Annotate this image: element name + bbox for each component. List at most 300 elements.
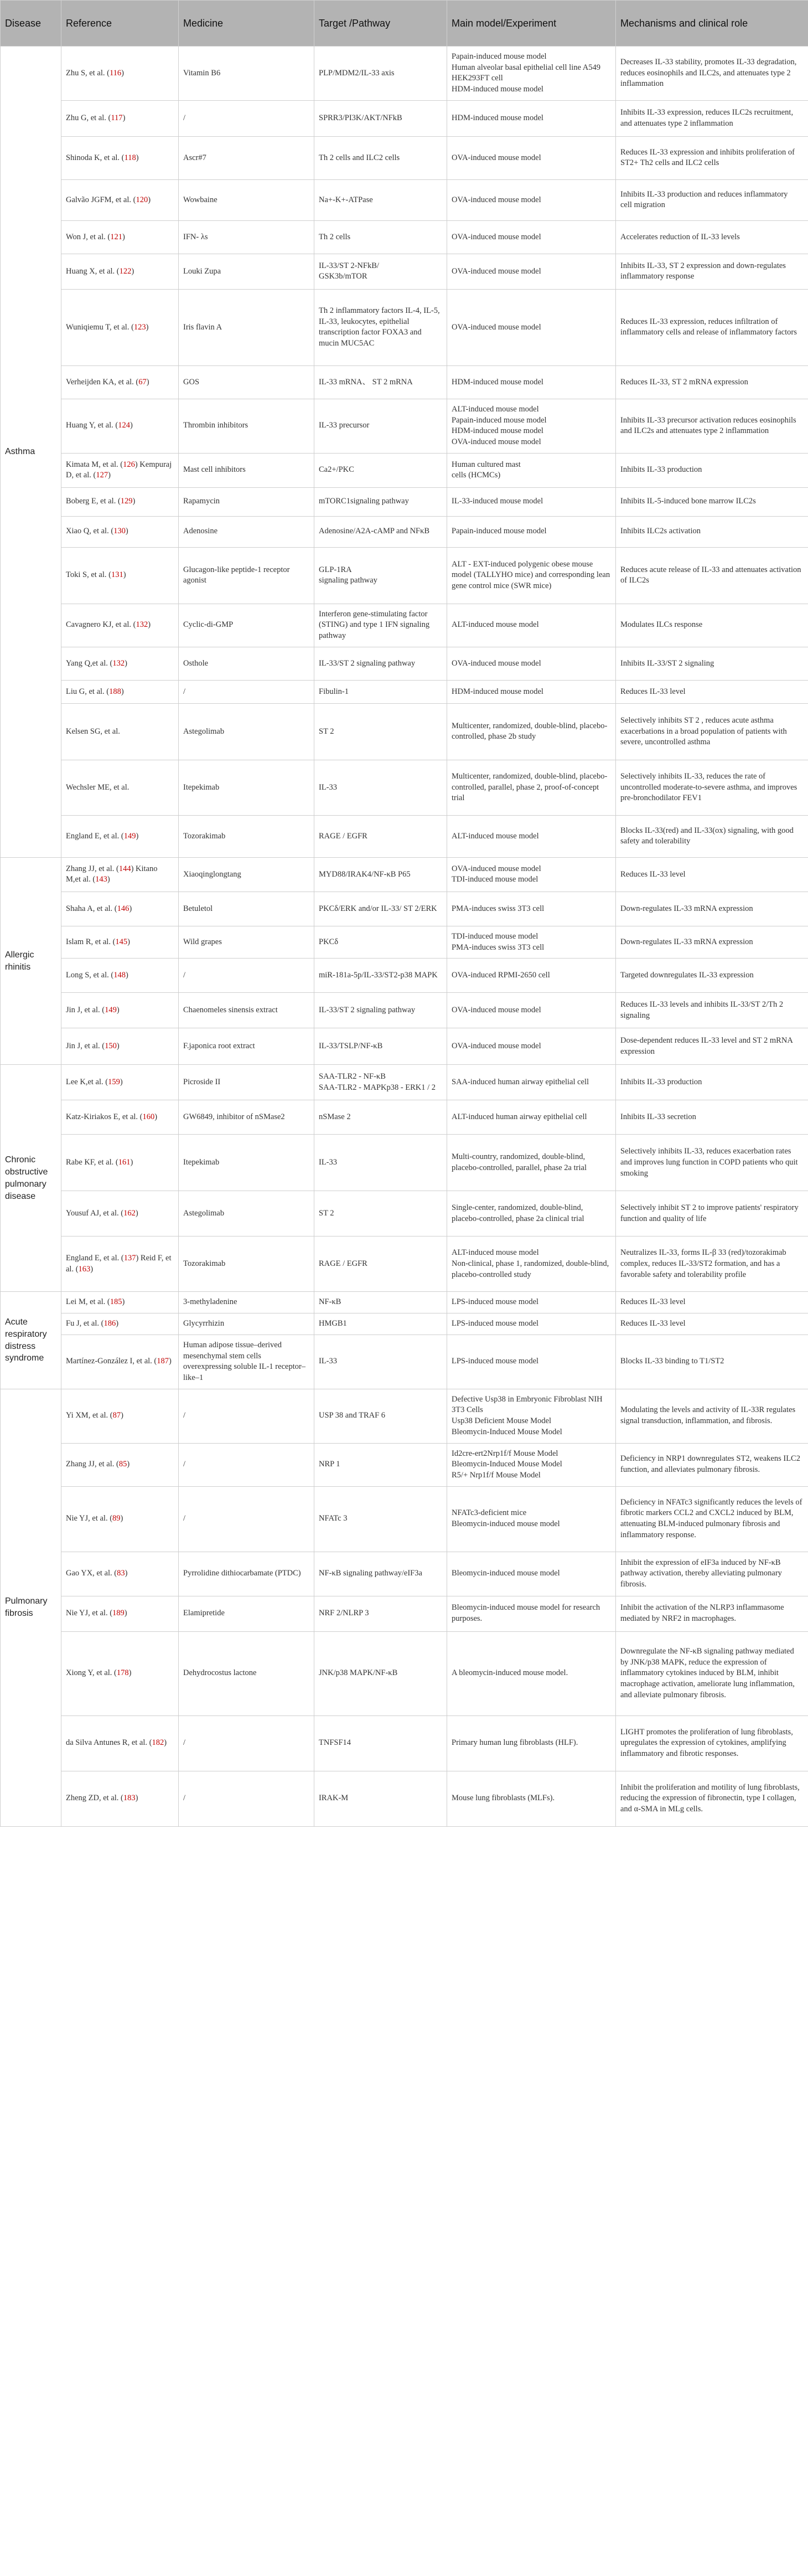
target-cell: ST 2 bbox=[314, 1191, 447, 1237]
reference-text: ) bbox=[132, 497, 136, 506]
reference-text: ) bbox=[146, 377, 149, 387]
mechanism-cell: Blocks IL-33 binding to T1/ST2 bbox=[616, 1335, 808, 1389]
table-row bbox=[1, 892, 808, 926]
reference-cell bbox=[61, 1100, 179, 1135]
citation-link[interactable]: 183 bbox=[123, 1794, 136, 1803]
target-cell: IL-33 bbox=[314, 1135, 447, 1191]
reference-cell bbox=[61, 1552, 179, 1596]
reference-text: ) bbox=[121, 68, 124, 78]
target-cell: NF-κB bbox=[314, 1292, 447, 1313]
target-cell: SAA-TLR2 - NF-κB SAA-TLR2 - MAPKp38 - ERK1 / 2 bbox=[314, 1065, 447, 1100]
model-cell: Single-center, randomized, double-blind, placebo-controlled, phase 2a clinical trial bbox=[447, 1191, 616, 1237]
citation-link[interactable]: 129 bbox=[120, 497, 133, 506]
reference-text: ) Kitano M,et al. ( bbox=[66, 864, 158, 884]
target-cell: NRP 1 bbox=[314, 1443, 447, 1486]
reference-text: Long S, et al. ( bbox=[66, 970, 114, 980]
table-row bbox=[1, 1237, 808, 1292]
model-cell: HDM-induced mouse model bbox=[447, 680, 616, 703]
medicine-cell: Itepekimab bbox=[179, 760, 314, 815]
reference-text: Yi XM, et al. ( bbox=[66, 1411, 113, 1420]
model-cell: ALT-induced mouse model bbox=[447, 815, 616, 857]
reference-cell bbox=[61, 1028, 179, 1065]
citation-link[interactable]: 149 bbox=[123, 831, 136, 841]
target-cell: NRF 2/NLRP 3 bbox=[314, 1596, 447, 1631]
mechanism-cell: Down-regulates IL-33 mRNA expression bbox=[616, 926, 808, 958]
reference-text: Toki S, et al. ( bbox=[66, 570, 111, 580]
reference-cell bbox=[61, 1135, 179, 1191]
reference-text: ) bbox=[127, 937, 130, 946]
reference-text: ) bbox=[127, 1460, 130, 1469]
citation-link[interactable]: 121 bbox=[110, 232, 122, 241]
mechanism-cell: Accelerates reduction of IL-33 levels bbox=[616, 220, 808, 254]
medicine-cell: Tozorakimab bbox=[179, 815, 314, 857]
citation-link[interactable]: 67 bbox=[138, 377, 147, 387]
reference-text: Verheijden KA, et al. ( bbox=[66, 377, 139, 387]
reference-text: ) bbox=[116, 1005, 120, 1014]
reference-cell bbox=[61, 680, 179, 703]
mechanism-cell: Modulating the levels and activity of IL-33R regulates signal transduction, inflammation, and fibrosis. bbox=[616, 1389, 808, 1443]
reference-text: Gao YX, et al. ( bbox=[66, 1569, 117, 1578]
citation-link[interactable]: 89 bbox=[112, 1514, 121, 1523]
reference-text: ) bbox=[129, 904, 132, 913]
citation-link[interactable]: 85 bbox=[118, 1460, 127, 1469]
citation-link[interactable]: 131 bbox=[111, 570, 123, 580]
model-cell: OVA-induced mouse model bbox=[447, 647, 616, 680]
model-cell: OVA-induced mouse model TDI-induced mouse model bbox=[447, 857, 616, 892]
mechanism-cell: Reduces IL-33 level bbox=[616, 680, 808, 703]
table-row bbox=[1, 1443, 808, 1486]
target-cell: TNFSF14 bbox=[314, 1715, 447, 1771]
mechanism-cell: Down-regulates IL-33 mRNA expression bbox=[616, 892, 808, 926]
citation-link[interactable]: 143 bbox=[95, 875, 107, 884]
mechanism-cell: Inhibits IL-33/ST 2 signaling bbox=[616, 647, 808, 680]
citation-link[interactable]: 116 bbox=[109, 68, 122, 78]
medicine-cell: / bbox=[179, 1486, 314, 1552]
citation-link[interactable]: 144 bbox=[118, 864, 131, 873]
model-cell: LPS-induced mouse model bbox=[447, 1335, 616, 1389]
medicine-cell: Iris flavin A bbox=[179, 289, 314, 365]
target-cell: IL-33/TSLP/NF-κB bbox=[314, 1028, 447, 1065]
reference-text: Lee K,et al. ( bbox=[66, 1077, 108, 1086]
reference-text: England E, et al. ( bbox=[66, 1254, 124, 1263]
target-cell: Adenosine/A2A-cAMP and NFκB bbox=[314, 516, 447, 547]
medicine-cell: Elamipretide bbox=[179, 1596, 314, 1631]
citation-link[interactable]: 148 bbox=[113, 970, 126, 980]
header-mechanism: Mechanisms and clinical role bbox=[616, 1, 808, 47]
reference-text: Zhang JJ, et al. ( bbox=[66, 1460, 119, 1469]
citation-link[interactable]: 126 bbox=[123, 460, 135, 469]
target-cell: Na+-K+-ATPase bbox=[314, 179, 447, 220]
reference-cell bbox=[61, 136, 179, 179]
reference-text: Zheng ZD, et al. ( bbox=[66, 1794, 123, 1803]
citation-link[interactable]: 118 bbox=[124, 153, 136, 162]
medicine-cell: Ascr#7 bbox=[179, 136, 314, 179]
table-row bbox=[1, 487, 808, 516]
citation-link[interactable]: 187 bbox=[157, 1357, 169, 1366]
reference-text: ) bbox=[164, 1738, 167, 1748]
mechanism-cell: Reduces IL-33 level bbox=[616, 857, 808, 892]
reference-text: ) bbox=[120, 1514, 123, 1523]
citation-link[interactable]: 162 bbox=[123, 1208, 136, 1218]
model-cell: OVA-induced mouse model bbox=[447, 1028, 616, 1065]
reference-cell bbox=[61, 365, 179, 399]
mechanism-cell: Selectively inhibits IL-33, reduces exacerbation rates and improves lung function in COPD patients who quit smoking bbox=[616, 1135, 808, 1191]
target-cell: Th 2 cells bbox=[314, 220, 447, 254]
table-row bbox=[1, 1715, 808, 1771]
reference-text: Zhu G, et al. ( bbox=[66, 114, 111, 123]
reference-text: ) bbox=[135, 1794, 138, 1803]
header-disease: Disease bbox=[1, 1, 61, 47]
reference-cell bbox=[61, 1237, 179, 1292]
reference-text: da Silva Antunes R, et al. ( bbox=[66, 1738, 152, 1748]
reference-text: Xiong Y, et al. ( bbox=[66, 1668, 117, 1678]
citation-link[interactable]: 188 bbox=[109, 687, 121, 696]
mechanism-cell: Inhibits IL-33 production bbox=[616, 453, 808, 487]
reference-text: ) bbox=[90, 1264, 94, 1274]
medicine-cell: Astegolimab bbox=[179, 703, 314, 760]
reference-text: ) Kempuraj D, et al. ( bbox=[66, 460, 172, 480]
target-cell: IL-33/ST 2-NFkB/ GSK3b/mTOR bbox=[314, 254, 447, 289]
model-cell: ALT-induced mouse model Papain-induced mouse model HDM-induced mouse model OVA-induced mouse model bbox=[447, 399, 616, 453]
table-row bbox=[1, 100, 808, 136]
citation-link[interactable]: 145 bbox=[115, 937, 128, 946]
model-cell: Primary human lung fibroblasts (HLF). bbox=[447, 1715, 616, 1771]
reference-text: ) bbox=[125, 970, 128, 980]
medicine-cell: Astegolimab bbox=[179, 1191, 314, 1237]
model-cell: LPS-induced mouse model bbox=[447, 1313, 616, 1335]
reference-text: ) bbox=[122, 114, 126, 123]
table-body bbox=[1, 47, 808, 1827]
medicine-cell: Mast cell inhibitors bbox=[179, 453, 314, 487]
mechanism-cell: Inhibits IL-33 secretion bbox=[616, 1100, 808, 1135]
table-row bbox=[1, 1596, 808, 1631]
table-row bbox=[1, 1552, 808, 1596]
citation-link[interactable]: 130 bbox=[113, 527, 126, 536]
citation-link[interactable]: 161 bbox=[118, 1157, 131, 1167]
reference-cell bbox=[61, 647, 179, 680]
mechanism-cell: Inhibits IL-33, ST 2 expression and down-regulates inflammatory response bbox=[616, 254, 808, 289]
mechanism-cell: Inhibits ILC2s activation bbox=[616, 516, 808, 547]
model-cell: Bleomycin-induced mouse model for research purposes. bbox=[447, 1596, 616, 1631]
reference-text: Shaha A, et al. ( bbox=[66, 904, 117, 913]
target-cell: IL-33/ST 2 signaling pathway bbox=[314, 993, 447, 1028]
table-row bbox=[1, 1389, 808, 1443]
table-row bbox=[1, 680, 808, 703]
reference-text: ) bbox=[124, 1609, 127, 1618]
medicine-cell: Glucagon-like peptide-1 receptor agonist bbox=[179, 547, 314, 604]
mechanism-cell: Targeted downregulates IL-33 expression bbox=[616, 959, 808, 993]
reference-cell bbox=[61, 926, 179, 958]
mechanism-cell: Inhibits IL-33 production bbox=[616, 1065, 808, 1100]
model-cell: LPS-induced mouse model bbox=[447, 1292, 616, 1313]
mechanism-cell: LIGHT promotes the proliferation of lung fibroblasts, upregulates the expression of cytokines, amplifying inflammatory and fibrotic responses. bbox=[616, 1715, 808, 1771]
citation-link[interactable]: 182 bbox=[152, 1738, 164, 1748]
medicine-cell: Picroside II bbox=[179, 1065, 314, 1100]
target-cell: SPRR3/PI3K/AKT/NFkB bbox=[314, 100, 447, 136]
citation-link[interactable]: 83 bbox=[117, 1569, 125, 1578]
citation-link[interactable]: 160 bbox=[142, 1112, 155, 1121]
mechanism-cell: Deficiency in NFATc3 significantly reduces the levels of fibrotic markers CCL2 and CXCL2 induced by BLM, attenuating BLM-induced pulmonary fibrosis and inflammatory response. bbox=[616, 1486, 808, 1552]
medicine-cell: / bbox=[179, 100, 314, 136]
reference-text: England E, et al. ( bbox=[66, 831, 124, 841]
reference-text: Yousuf AJ, et al. ( bbox=[66, 1208, 124, 1218]
target-cell: IRAK-M bbox=[314, 1771, 447, 1826]
target-cell: PKCδ bbox=[314, 926, 447, 958]
table-row bbox=[1, 1135, 808, 1191]
reference-text: Islam R, et al. ( bbox=[66, 937, 116, 946]
reference-cell bbox=[61, 993, 179, 1028]
mechanism-cell: Decreases IL-33 stability, promotes IL-33 degradation, reduces eosinophils and ILC2s, and attenuates type 2 inflammation bbox=[616, 47, 808, 101]
reference-text: ) bbox=[131, 266, 134, 276]
reference-cell bbox=[61, 220, 179, 254]
table-row bbox=[1, 815, 808, 857]
medicine-cell: Rapamycin bbox=[179, 487, 314, 516]
table-row bbox=[1, 703, 808, 760]
mechanism-cell: Reduces IL-33 expression and inhibits proliferation of ST2+ Th2 cells and ILC2 cells bbox=[616, 136, 808, 179]
reference-cell bbox=[61, 1443, 179, 1486]
header-model: Main model/Experiment bbox=[447, 1, 616, 47]
citation-link[interactable]: 120 bbox=[136, 195, 148, 204]
model-cell: OVA-induced mouse model bbox=[447, 254, 616, 289]
mechanism-cell: Inhibits IL-33 precursor activation reduces eosinophils and ILC2s and attenuates type 2 inflammation bbox=[616, 399, 808, 453]
mechanism-cell: Downregulate the NF-κB signaling pathway mediated by JNK/p38 MAPK, reduce the expression of inflammatory cytokines induced by BLM, inhibit macrophage activation, ameliorate lung inflammation, and alleviate pulmonary fibrosis. bbox=[616, 1631, 808, 1715]
reference-text: Won J, et al. ( bbox=[66, 232, 111, 241]
mechanism-cell: Reduces IL-33 level bbox=[616, 1313, 808, 1335]
mechanism-cell: Reduces IL-33 level bbox=[616, 1292, 808, 1313]
medicine-cell: Human adipose tissue–derived mesenchymal stem cells overexpressing soluble IL-1 receptor–like–1 bbox=[179, 1335, 314, 1389]
mechanism-cell: Modulates ILCs response bbox=[616, 604, 808, 647]
reference-text: Galvão JGFM, et al. ( bbox=[66, 195, 136, 204]
disease-cell: Asthma bbox=[1, 47, 61, 858]
target-cell: JNK/p38 MAPK/NF-κB bbox=[314, 1631, 447, 1715]
reference-cell bbox=[61, 516, 179, 547]
citation-link[interactable]: 150 bbox=[105, 1041, 117, 1050]
model-cell: Multicenter, randomized, double-blind, placebo-controlled, parallel, phase 2, proof-of-concept trial bbox=[447, 760, 616, 815]
target-cell: Ca2+/PKC bbox=[314, 453, 447, 487]
table-row bbox=[1, 604, 808, 647]
citation-link[interactable]: 124 bbox=[118, 421, 130, 430]
citation-link[interactable]: 137 bbox=[123, 1254, 136, 1263]
reference-cell bbox=[61, 892, 179, 926]
reference-text: ) bbox=[125, 527, 128, 536]
table-row bbox=[1, 1191, 808, 1237]
citation-link[interactable]: 117 bbox=[111, 114, 123, 123]
table-row bbox=[1, 254, 808, 289]
citation-link[interactable]: 159 bbox=[108, 1077, 120, 1086]
medicine-cell: Chaenomeles sinensis extract bbox=[179, 993, 314, 1028]
reference-cell bbox=[61, 254, 179, 289]
disease-cell: Allergic rhinitis bbox=[1, 857, 61, 1064]
mechanism-cell: Dose-dependent reduces IL-33 level and ST 2 mRNA expression bbox=[616, 1028, 808, 1065]
reference-cell bbox=[61, 1292, 179, 1313]
citation-link[interactable]: 178 bbox=[116, 1668, 129, 1678]
reference-text: Huang X, et al. ( bbox=[66, 266, 120, 276]
reference-text: ) bbox=[130, 1157, 133, 1167]
reference-text: Liu G, et al. ( bbox=[66, 687, 110, 696]
reference-text: Lei M, et al. ( bbox=[66, 1297, 110, 1307]
table-row bbox=[1, 857, 808, 892]
target-cell: nSMase 2 bbox=[314, 1100, 447, 1135]
mechanism-cell: Inhibit the activation of the NLRP3 inflammasome mediated by NRF2 in macrophages. bbox=[616, 1596, 808, 1631]
citation-link[interactable]: 123 bbox=[133, 322, 146, 332]
target-cell: MYD88/IRAK4/NF-κB P65 bbox=[314, 857, 447, 892]
target-cell: miR-181a-5p/IL-33/ST2-p38 MAPK bbox=[314, 959, 447, 993]
reference-cell bbox=[61, 959, 179, 993]
citation-link[interactable]: 87 bbox=[112, 1411, 121, 1420]
reference-text: ) bbox=[130, 421, 133, 430]
target-cell: NFATc 3 bbox=[314, 1486, 447, 1552]
target-cell: Interferon gene-stimulating factor (STING) and type 1 IFN signaling pathway bbox=[314, 604, 447, 647]
citation-link[interactable]: 186 bbox=[103, 1319, 116, 1328]
table-row bbox=[1, 1631, 808, 1715]
citation-link[interactable]: 146 bbox=[117, 904, 130, 913]
reference-text: Boberg E, et al. ( bbox=[66, 497, 121, 506]
model-cell: OVA-induced mouse model bbox=[447, 993, 616, 1028]
mechanism-cell: Reduces IL-33 expression, reduces infiltration of inflammatory cells and release of inflammatory factors bbox=[616, 289, 808, 365]
target-cell: RAGE / EGFR bbox=[314, 1237, 447, 1292]
reference-cell bbox=[61, 399, 179, 453]
model-cell: ALT-induced mouse model Non-clinical, phase 1, randomized, double-blind, placebo-controlled study bbox=[447, 1237, 616, 1292]
medicine-cell: GW6849, inhibitor of nSMase2 bbox=[179, 1100, 314, 1135]
medicine-cell: Wild grapes bbox=[179, 926, 314, 958]
reference-text: ) bbox=[148, 195, 151, 204]
reference-cell bbox=[61, 179, 179, 220]
mechanism-cell: Selectively inhibits IL-33, reduces the rate of uncontrolled moderate-to-severe asthma, and improves pre-bronchodilator FEV1 bbox=[616, 760, 808, 815]
reference-text: ) bbox=[108, 471, 111, 480]
target-cell: IL-33 mRNA、 ST 2 mRNA bbox=[314, 365, 447, 399]
mechanism-cell: Inhibit the expression of eIF3a induced by NF-κB pathway activation, thereby alleviating pulmonary fibrosis. bbox=[616, 1552, 808, 1596]
reference-text: Cavagnero KJ, et al. ( bbox=[66, 620, 136, 630]
target-cell: IL-33/ST 2 signaling pathway bbox=[314, 647, 447, 680]
model-cell: HDM-induced mouse model bbox=[447, 365, 616, 399]
medicine-cell: / bbox=[179, 959, 314, 993]
reference-text: ) bbox=[136, 831, 139, 841]
table-row bbox=[1, 760, 808, 815]
citation-link[interactable]: 185 bbox=[110, 1297, 122, 1307]
citation-link[interactable]: 149 bbox=[105, 1005, 117, 1014]
reference-text: Katz-Kiriakos E, et al. ( bbox=[66, 1112, 143, 1121]
citation-link[interactable]: 189 bbox=[112, 1609, 125, 1618]
reference-cell bbox=[61, 857, 179, 892]
reference-text: ) bbox=[146, 322, 149, 332]
medicine-cell: / bbox=[179, 1389, 314, 1443]
medicine-cell: / bbox=[179, 680, 314, 703]
model-cell: PMA-induces swiss 3T3 cell bbox=[447, 892, 616, 926]
reference-cell bbox=[61, 100, 179, 136]
table-row bbox=[1, 1486, 808, 1552]
mechanism-cell: Reduces IL-33, ST 2 mRNA expression bbox=[616, 365, 808, 399]
citation-link[interactable]: 163 bbox=[78, 1264, 91, 1274]
target-cell: Th 2 inflammatory factors IL-4, IL-5, IL-33, leukocytes, epithelial transcription factor FOXA3 and mucin MUC5AC bbox=[314, 289, 447, 365]
reference-text: ) bbox=[136, 153, 139, 162]
model-cell: Bleomycin-induced mouse model bbox=[447, 1552, 616, 1596]
reference-text: ) bbox=[148, 620, 151, 630]
target-cell: GLP-1RA signaling pathway bbox=[314, 547, 447, 604]
reference-cell bbox=[61, 453, 179, 487]
reference-text: Nie YJ, et al. ( bbox=[66, 1514, 113, 1523]
table-row bbox=[1, 289, 808, 365]
reference-cell bbox=[61, 760, 179, 815]
reference-cell bbox=[61, 1486, 179, 1552]
reference-cell bbox=[61, 1715, 179, 1771]
model-cell: Mouse lung fibroblasts (MLFs). bbox=[447, 1771, 616, 1826]
reference-cell bbox=[61, 1631, 179, 1715]
model-cell: HDM-induced mouse model bbox=[447, 100, 616, 136]
reference-cell bbox=[61, 1335, 179, 1389]
reference-cell bbox=[61, 289, 179, 365]
reference-text: ) bbox=[121, 687, 124, 696]
medicine-cell: Pyrrolidine dithiocarbamate (PTDC) bbox=[179, 1552, 314, 1596]
reference-cell bbox=[61, 1389, 179, 1443]
reference-text: ) bbox=[123, 570, 126, 580]
model-cell: TDI-induced mouse model PMA-induces swiss 3T3 cell bbox=[447, 926, 616, 958]
model-cell: Multicenter, randomized, double-blind, placebo-controlled, phase 2b study bbox=[447, 703, 616, 760]
reference-cell bbox=[61, 703, 179, 760]
mechanism-cell: Selectively inhibit ST 2 to improve patients' respiratory function and quality of life bbox=[616, 1191, 808, 1237]
model-cell: ALT-induced mouse model bbox=[447, 604, 616, 647]
reference-text: Nie YJ, et al. ( bbox=[66, 1609, 113, 1618]
table-row bbox=[1, 47, 808, 101]
table-row bbox=[1, 1065, 808, 1100]
citation-link[interactable]: 132 bbox=[136, 620, 148, 630]
header-reference: Reference bbox=[61, 1, 179, 47]
reference-text: ) bbox=[125, 658, 127, 668]
model-cell: Human cultured mast cells (HCMCs) bbox=[447, 453, 616, 487]
target-cell: IL-33 precursor bbox=[314, 399, 447, 453]
medicine-cell: Betuletol bbox=[179, 892, 314, 926]
reference-text: ) bbox=[135, 1208, 138, 1218]
reference-cell bbox=[61, 604, 179, 647]
medicine-cell: Itepekimab bbox=[179, 1135, 314, 1191]
mechanism-cell: Blocks IL-33(red) and IL-33(ox) signaling, with good safety and tolerability bbox=[616, 815, 808, 857]
reference-text: Xiao Q, et al. ( bbox=[66, 527, 114, 536]
target-cell: IL-33 bbox=[314, 1335, 447, 1389]
reference-text: ) bbox=[116, 1041, 120, 1050]
reference-text: Jin J, et al. ( bbox=[66, 1041, 105, 1050]
model-cell: ALT-induced human airway epithelial cell bbox=[447, 1100, 616, 1135]
reference-cell bbox=[61, 1065, 179, 1100]
citation-link[interactable]: 122 bbox=[119, 266, 132, 276]
medicine-cell: Glycyrrhizin bbox=[179, 1313, 314, 1335]
model-cell: OVA-induced mouse model bbox=[447, 289, 616, 365]
table-header bbox=[1, 1, 808, 47]
reference-text: Rabe KF, et al. ( bbox=[66, 1157, 118, 1167]
table-row bbox=[1, 136, 808, 179]
reference-text: Shinoda K, et al. ( bbox=[66, 153, 125, 162]
target-cell: PLP/MDM2/IL-33 axis bbox=[314, 47, 447, 101]
reference-text: ) bbox=[122, 1297, 125, 1307]
header-target: Target /Pathway bbox=[314, 1, 447, 47]
model-cell: Papain-induced mouse model Human alveolar basal epithelial cell line A549 HEK293FT cell HDM-induced mouse model bbox=[447, 47, 616, 101]
reference-text: Jin J, et al. ( bbox=[66, 1005, 105, 1014]
reference-cell bbox=[61, 815, 179, 857]
target-cell: Fibulin-1 bbox=[314, 680, 447, 703]
medicine-cell: Xiaoqinglongtang bbox=[179, 857, 314, 892]
table-row bbox=[1, 1028, 808, 1065]
reference-text: ) bbox=[125, 1569, 128, 1578]
citation-link[interactable]: 127 bbox=[96, 471, 108, 480]
mechanism-cell: Reduces acute release of IL-33 and attenuates activation of ILC2s bbox=[616, 547, 808, 604]
medicine-cell: / bbox=[179, 1715, 314, 1771]
medicine-cell: Tozorakimab bbox=[179, 1237, 314, 1292]
table-row bbox=[1, 1100, 808, 1135]
target-cell: mTORC1signaling pathway bbox=[314, 487, 447, 516]
reference-text: ) bbox=[120, 1077, 123, 1086]
citation-link[interactable]: 132 bbox=[112, 658, 125, 668]
mechanism-cell: Neutralizes IL-33, forms IL-β 33 (red)/tozorakimab complex, reduces IL-33/ST2 formation, and has a favorable safety and tolerability profile bbox=[616, 1237, 808, 1292]
medicine-cell: Vitamin B6 bbox=[179, 47, 314, 101]
reference-text: ) bbox=[121, 1411, 123, 1420]
